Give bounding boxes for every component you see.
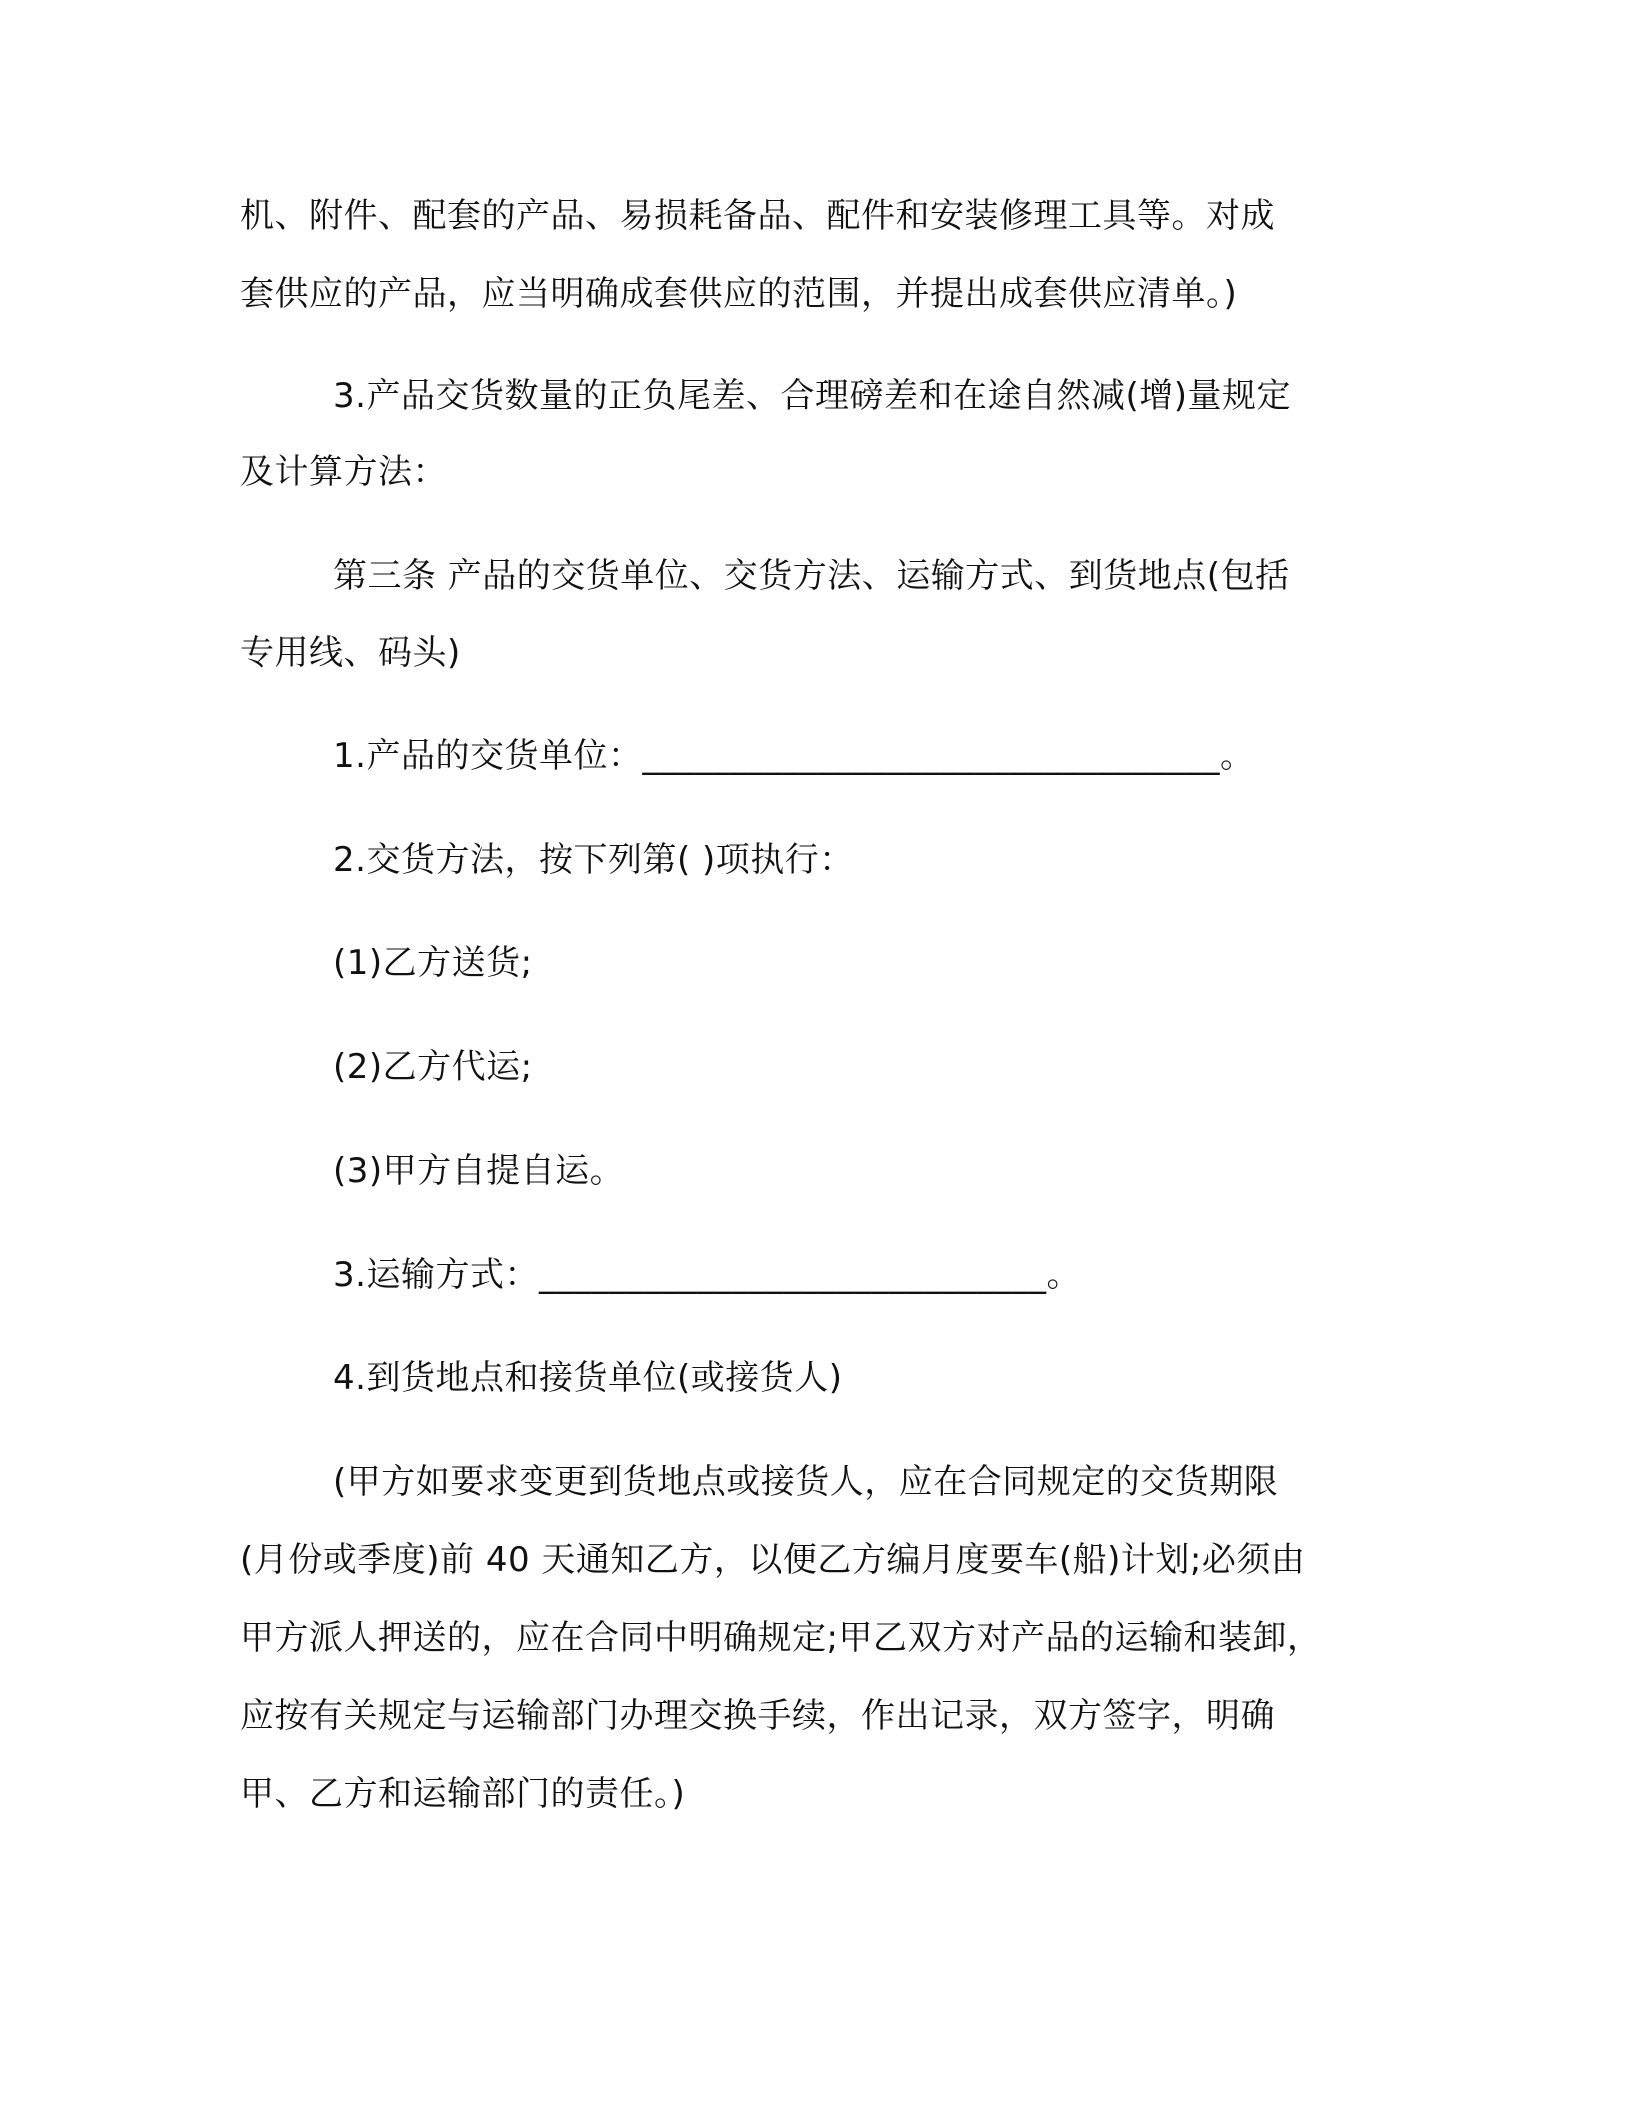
option-item: (3)甲方自提自运。	[333, 1151, 625, 1191]
text-line: 甲方派人押送的，应在合同中明确规定;甲乙双方对产品的运输和装卸，	[240, 1618, 1322, 1658]
text-line: (月份或季度)前 40 天通知乙方，以便乙方编月度要车(船)计划;必须由	[240, 1540, 1306, 1580]
article-heading: 第三条 产品的交货单位、交货方法、运输方式、到货地点(包括	[333, 556, 1290, 596]
text-line: 4.到货地点和接货单位(或接货人)	[333, 1358, 843, 1398]
option-item: (2)乙方代运;	[333, 1047, 533, 1087]
fill-in-delivery-unit: 1.产品的交货单位：_________________________________。	[333, 736, 1255, 776]
text-line: 3.产品交货数量的正负尾差、合理磅差和在途自然减(增)量规定	[333, 376, 1291, 416]
option-item: (1)乙方送货;	[333, 943, 533, 983]
text-line: 应按有关规定与运输部门办理交换手续，作出记录，双方签字，明确	[240, 1696, 1275, 1736]
text-line: 套供应的产品，应当明确成套供应的范围，并提出成套供应清单。)	[240, 274, 1238, 314]
text-line: (甲方如要求变更到货地点或接货人，应在合同规定的交货期限	[333, 1462, 1279, 1502]
fill-in-transport-method: 3.运输方式：_____________________________。	[333, 1255, 1081, 1295]
text-line: 甲、乙方和运输部门的责任。)	[240, 1774, 686, 1814]
text-line: 2.交货方法，按下列第( )项执行：	[333, 840, 854, 880]
text-line: 机、附件、配套的产品、易损耗备品、配件和安装修理工具等。对成	[240, 196, 1275, 236]
text-line: 及计算方法：	[240, 452, 447, 492]
text-line: 专用线、码头)	[240, 633, 461, 673]
